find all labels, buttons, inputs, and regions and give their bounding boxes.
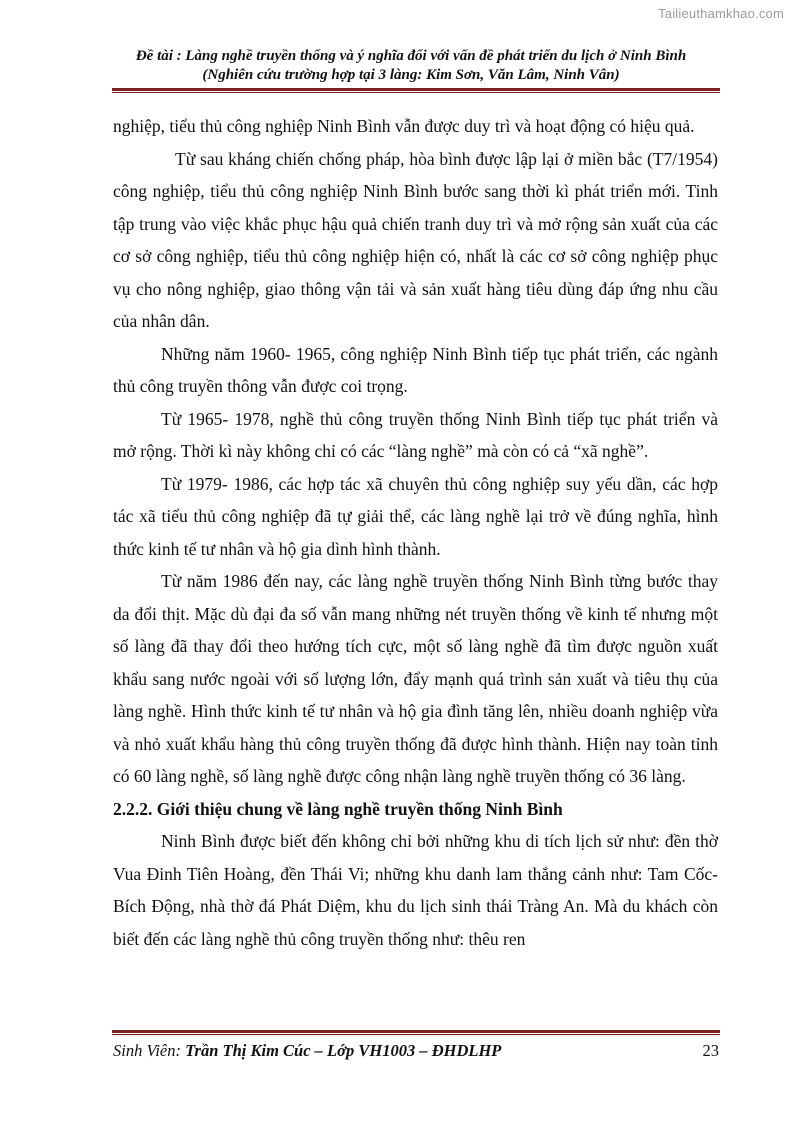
footer-author: Trần Thị Kim Cúc – Lớp VH1003 – ĐHDLHP: [185, 1041, 502, 1060]
watermark: Tailieuthamkhao.com: [658, 6, 784, 21]
paragraph: Những năm 1960- 1965, công nghiệp Ninh Bình tiếp tục phát triển, các ngành thủ công truyền thông vẫn được coi trọng.: [113, 343, 718, 396]
paragraph: Từ 1979- 1986, các hợp tác xã chuyên thủ công nghiệp suy yếu dần, các hợp tác xã tiểu thủ công nghiệp đã tự giải thể, các làng nghề lại trở về đúng nghĩa, hình thức kinh tế tư nhân và hộ gia dình hình thành.: [113, 473, 718, 559]
header-divider: [112, 88, 720, 93]
paragraph-continuation: nghiệp, tiểu thủ công nghiệp Ninh Bình vẫn được duy trì và hoạt động có hiệu quả.: [113, 116, 695, 136]
page-body: [113, 110, 718, 955]
running-header: [100, 47, 722, 85]
page-footer: [113, 1041, 719, 1061]
header-title-line: Đề tài : Làng nghề truyền thống và ý nghĩa đối với vấn đề phát triển du lịch ở Ninh Bình: [135, 48, 687, 64]
paragraph: Từ 1965- 1978, nghề thủ công truyền thống Ninh Bình tiếp tục phát triển và mở rộng. Thời kì này không chỉ có các “làng nghề” mà còn có cả “xã nghề”.: [113, 408, 718, 461]
footer-prefix: Sinh Viên:: [113, 1041, 186, 1060]
header-subtitle-line: (Nghiên cứu trường hợp tại 3 làng: Kim Sơn, Văn Lâm, Ninh Vân): [202, 67, 620, 83]
footer-divider: [112, 1030, 720, 1035]
page-number: 23: [702, 1041, 719, 1060]
paragraph: Ninh Bình được biết đến không chỉ bởi những khu di tích lịch sử như: đền thờ Vua Đinh Tiên Hoàng, đền Thái Vi; những khu danh lam thắng cảnh như: Tam Cốc- Bích Động, nhà thờ đá Phát Diệm, khu du lịch sinh thái Tràng An. Mà du khách còn biết đến các làng nghề thủ công truyền thống như: thêu ren: [113, 831, 718, 949]
section-heading: 2.2.2. Giới thiệu chung về làng nghề truyền thống Ninh Bình: [113, 798, 563, 819]
paragraph: Từ năm 1986 đến nay, các làng nghề truyền thống Ninh Bình từng bước thay da đổi thịt. Mặc dù đại đa số vẫn mang những nét truyền thống về kinh tế nhưng một số làng đã thay đổi theo hướng tích cực, một số làng nghề đã tìm được nguồn xuất khẩu sang nước ngoài với số lượng lớn, đẩy mạnh quá trình sản xuất và tiêu thụ của làng nghề. Hình thức kinh tế tư nhân và hộ gia đình tăng lên, nhiều doanh nghiệp vừa và nhỏ xuất khẩu hàng thủ công truyền thống đã được hình thành. Hiện nay toàn tỉnh có 60 làng nghề, số làng nghề được công nhận làng nghề truyền thống có 36 làng.: [113, 571, 718, 786]
paragraph: Từ sau kháng chiến chống pháp, hòa bình được lập lại ở miền bắc (T7/1954) công nghiệp, tiểu thủ công nghiệp Ninh Bình bước sang thời kì phát triển mới. Tinh tập trung vào việc khắc phục hậu quả chiến tranh duy trì và mở rộng sản xuất của các cơ sở công nghiệp, tiểu thủ công nghiệp hiện có, nhất là các cơ sở công nghiệp phục vụ cho nông nghiệp, giao thông vận tải và sản xuất hàng tiêu dùng đáp ứng nhu cầu của nhân dân.: [113, 148, 718, 331]
